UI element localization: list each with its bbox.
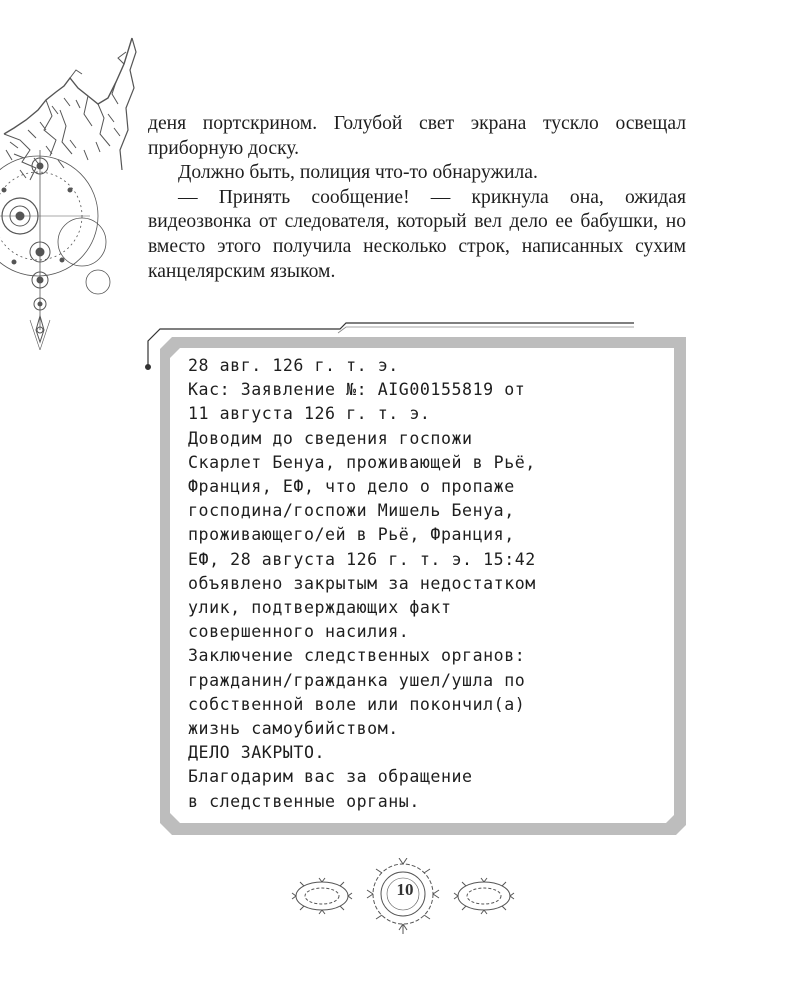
message-line: Доводим до сведения госпожи	[188, 428, 473, 448]
message-line: Благодарим вас за обращение	[188, 767, 473, 787]
message-line: жизнь самоубийством.	[188, 719, 399, 739]
message-line: собственной воле или покончил(а)	[188, 694, 526, 714]
message-line: Скарлет Бенуа, проживающей в Рьё,	[188, 452, 536, 472]
police-message-text	[188, 354, 688, 814]
message-line: Заключение следственных органов:	[188, 646, 526, 666]
message-line: Кас: Заявление №: AIG00155819 от	[188, 380, 526, 400]
body-text	[148, 112, 686, 284]
message-line: проживающего/ей в Рьё, Франция,	[188, 525, 515, 545]
paragraph-3: — Принять сообщение! — крикнула она, ожидая видеозвонка от следователя, который вел дело ее бабушки, но вместо этого получила несколько строк, написанных сухим канцелярским языком.	[148, 186, 686, 282]
message-line: господина/госпожи Мишель Бенуа,	[188, 501, 515, 521]
message-line: улик, подтверждающих факт	[188, 598, 452, 618]
message-line: Франция, ЕФ, что дело о пропаже	[188, 477, 515, 497]
paragraph-1: деня портскрином. Голубой свет экрана тускло освещал приборную доску.	[148, 113, 686, 159]
message-line: объявлено закрытым за недостатком	[188, 573, 536, 593]
howling-wolf-illustration	[0, 30, 150, 350]
paragraph-2: Должно быть, полиция что-то обнаружила.	[178, 162, 538, 184]
message-line: 28 авг. 126 г. т. э.	[188, 356, 399, 375]
message-line: ЕФ, 28 августа 126 г. т. э. 15:42	[188, 549, 536, 569]
message-line: гражданин/гражданка ушел/ушла по	[188, 670, 526, 690]
message-line: совершенного насилия.	[188, 622, 410, 642]
message-line: 11 августа 126 г. т. э.	[188, 404, 431, 424]
page-number: 10	[396, 880, 414, 899]
message-line: ДЕЛО ЗАКРЫТО.	[188, 743, 326, 763]
message-line: в следственные органы.	[188, 791, 420, 811]
